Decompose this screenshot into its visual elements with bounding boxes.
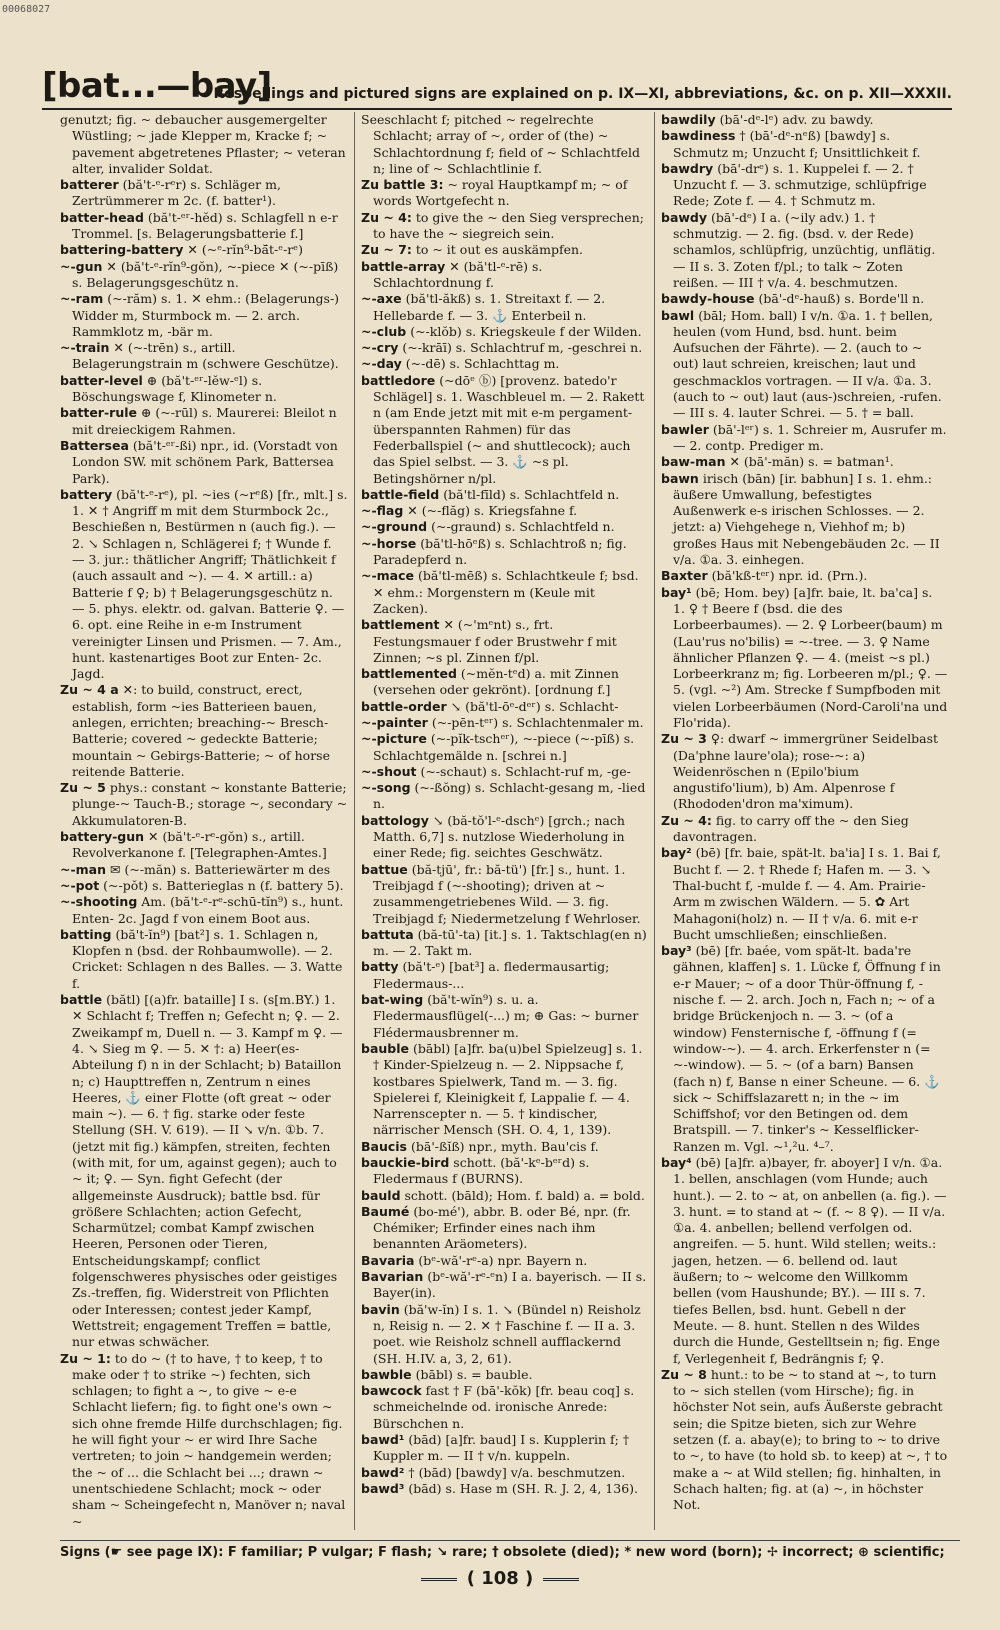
dictionary-entry (60, 878, 348, 894)
column-right (654, 112, 954, 1530)
entry-definition: † (bād) [bawdy] v/a. beschmutzen. (408, 1464, 626, 1480)
entry-definition: ↘ (bă-tŏ'l-ᵉ-dschᵉ) [grch.; nach Matth. 6,7] s. nutzlose Wiederholung in einer Rede; fig. seichtes Geschwätz. (373, 812, 625, 861)
dictionary-entry (361, 324, 648, 340)
dictionary-entry (361, 813, 648, 862)
entry-headword: bawble (361, 1366, 412, 1382)
entry-definition: (bē) [fr. baée, vom spät-lt. bada're gähnen, klaffen] s. 1. Lücke f, Öffnung f in e-r Mauer; ~ of a door Thür-öffnung f, -nische f. — 2. arch. Joch n, Fach n; ~ of a bridge Brückenjoch n. — 3. ~ (of a window) Fensternische f, -öffnung f (= window-~). — 4. arch. Erkerfenster n (= ~-window). — 5. ~ (of a barn) Bansen (fach n) f, Banse n einer Scheune. — 6. ⚓ sick ~ Schiffslazarett n; in the ~ im Schiffshof; vor den Betingen od. dem Bratspill. — 7. tinker's ~ Kesselflicker-Ranzen m. Vgl. ~¹,²u. ⁴–⁷. (673, 943, 941, 1154)
dictionary-entry (361, 1302, 648, 1367)
entry-headword: batter-head (60, 209, 144, 225)
entry-headword: Battersea (60, 437, 129, 453)
dictionary-entry (361, 1432, 648, 1465)
dictionary-entry (661, 308, 948, 422)
dictionary-entry (361, 715, 648, 731)
entry-headword: ~-picture (361, 731, 427, 747)
entry-headword: Zu ~ 1: (60, 1350, 111, 1366)
entry-definition: (bā'-ßĭß) npr., myth. Bau'cis f. (410, 1138, 599, 1154)
dictionary-entry (60, 177, 348, 210)
entry-headword: Zu ~ 4: (361, 209, 412, 225)
dictionary-entry (361, 1139, 648, 1155)
entry-definition: (~-ßŏng) s. Schlacht-gesang m, -lied n. (373, 780, 646, 812)
entry-headword: battle-order (361, 698, 447, 714)
dictionary-entry (361, 356, 648, 372)
dictionary-entry (60, 682, 348, 780)
entry-headword: bawd¹ (361, 1432, 405, 1448)
entry-headword: Zu ~ 4: (661, 812, 712, 828)
entry-headword: bauckie-bird (361, 1155, 450, 1170)
dictionary-entry (361, 519, 648, 535)
entry-definition: ✕ (~'mᵉnt) s., frt. Festungsmauer f oder Brustwehr f mit Zinnen; ~s pl. Zinnen f/pl. (373, 617, 617, 665)
entry-headword: ~-shout (361, 763, 417, 779)
entry-definition: ✕ (~ᵉ-rĭn⁹-bă̄t-ᵉ-rᵉ) (187, 242, 303, 258)
dictionary-entry (361, 1383, 648, 1432)
entry-definition: ✕ (~-flăg) s. Kriegsfahne f. (407, 503, 578, 519)
entry-headword: bawl (661, 307, 695, 323)
dictionary-entry (361, 959, 648, 992)
entry-headword: ~-gun (60, 258, 103, 274)
entry-headword: battuta (361, 926, 414, 942)
dictionary-entry (361, 992, 648, 1041)
dictionary-entry (60, 992, 348, 1351)
column-middle (354, 112, 654, 1530)
entry-definition: (bā'-dᵉ) I a. (~ily adv.) 1. † schmutzig. — 2. fig. (bsd. v. der Rede) schamlos, schlüpfrig, unzüchtig, unflätig. — II s. 3. Zoten f/pl.; to talk ~ Zoten reißen. — III † v/a. 4. beschmutzen. (673, 209, 936, 290)
entry-headword: ~-ram (60, 291, 104, 307)
entry-definition: (~-krāī) s. Schlachtruf m, -geschrei n. (402, 340, 643, 356)
entry-definition: (bă't-ᵉ-rᵉ), pl. ~ies (~rᵉß) [fr., mlt.] s. 1. ✕ † Angriff m mit dem Sturmbock 2c., Beschießen n, Bestürmen n (auch fig.). — 2. ↘ Schlagen n, Schlägerei f; † Wunde f. — 3. jur.: thätlicher Angriff; Thätlichkeit f (auch assault and ~). — 4. ✕ artill.: a) Batterie f ♀; b) † Belagerungsgeschütz n. — 5. phys. elektr. od. galvan. Batterie ♀. — 6. opt. eine Reihe in e-m Instrument vereinigter Linsen und Prismen. — 7. Am., hunt. kastenartiges Boot zur Enten- 2c. Jagd. (72, 486, 348, 682)
entry-definition: ~ royal Hauptkampf m; ~ of words Wortgefecht n. (373, 177, 628, 209)
dictionary-entry (60, 210, 348, 243)
dictionary-entry (661, 568, 948, 584)
entry-definition: (~-pĭk-tschᵉʳ), ~-piece (~-pīß) s. Schlachtgemälde n. [schrei n.] (373, 731, 635, 763)
page-header (42, 60, 952, 110)
entry-headword: batty (361, 959, 399, 975)
entry-definition: (bă't-wĭn⁹) s. u. a. Fledermausflügel(-...) m; ⊕ Gas: ~ burner Flédermausbrenner m. (373, 992, 639, 1040)
entry-headword: bay² (661, 845, 692, 861)
entry-definition: ✕ (bā'-măn) s. = batman¹. (729, 454, 894, 470)
entry-headword: bat-wing (361, 992, 424, 1008)
entry-definition: Seeschlacht f; pitched ~ regelrechte Schlacht; array of ~, order of (the) ~ Schlachtordnung f; field of ~ Schlachtfeld n; line of ~ Schlachtlinie f. (361, 112, 641, 176)
dictionary-entry (60, 927, 348, 992)
entry-definition: † (bā'-dᵉ-nᵉß) [bawdy] s. Schmutz m; Unzucht f; Unsittlichkeit f. (673, 128, 921, 160)
entry-definition: ✉ (~-măn) s. Batteriewärter m des (110, 861, 331, 877)
entry-headword: battlemented (361, 666, 457, 682)
dictionary-entry (661, 161, 948, 210)
dictionary-entry (60, 862, 348, 878)
entry-headword: ~-song (361, 780, 411, 796)
entry-definition: to ~ it out es auskämpfen. (415, 242, 583, 258)
entry-definition: (bă'kß-tᵉʳ) npr. id. (Prn.). (711, 568, 868, 584)
dictionary-entry (361, 1481, 648, 1497)
entry-definition: (bă't-ᵉʳ-ßi) npr., id. (Vorstadt von London SW. mit schönem Park, Battersea Park). (72, 437, 338, 486)
entry-headword: bawn (661, 470, 699, 486)
dictionary-entry (60, 780, 348, 829)
entry-headword: ~-club (361, 323, 407, 339)
entry-headword: ~-day (361, 356, 402, 372)
entry-definition: (bă'w-ĭn) I s. 1. ↘ (Bündel n) Reisholz n, Reisig n. — 2. ✕ † Faschine f. — II a. 3. poet. wie Reisholz schnell aufflackernd (SH. H.IV. a, 3, 2, 61). (373, 1301, 641, 1366)
entry-definition: schott. (bāld); Hom. f. bald) a. = bold. (404, 1187, 645, 1203)
dictionary-entry (361, 536, 648, 569)
entry-definition: (bā'-drᵉ) s. 1. Kuppelei f. — 2. † Unzucht f. — 3. schmutzige, schlüpfrige Rede; Zote f. — 4. † Schmutz m. (673, 160, 927, 209)
entry-headword: batter-level (60, 372, 143, 388)
entry-headword: Zu ~ 4 a (60, 682, 119, 698)
dictionary-entry (361, 1188, 648, 1204)
entry-definition: ♀: dwarf ~ immergrüner Seidelbast (Da'phne laure'ola); rose-~: a) Weidenröschen n (Epilo'bium angustifo'lium), b) Am. Alpenrose f (Rhododen'dron ma'ximum). (673, 731, 939, 812)
entry-definition: (~-klŏb) s. Kriegskeule f der Wilden. (410, 323, 642, 339)
dictionary-entry (60, 373, 348, 406)
dictionary-entry (661, 845, 948, 943)
entry-headword: ~-man (60, 861, 107, 877)
dictionary-entry (361, 1253, 648, 1269)
entry-definition: (bē; Hom. bey) [a]fr. baie, lt. ba'ca] s. 1. ♀ † Beere f (bsd. die des Lorbeerbaumes). — 2. ♀ Lorbeer(baum) m (Lau'rus no'bilis) = ~-tree. — 3. ♀ Name ähnlicher Pflanzen ♀. — 4. (meist ~s pl.) Lorbeerkranz m; fig. Lorbeeren m/pl.; ♀. — 5. (vgl. ~²) Am. Strecke f Sumpfboden mit vielen Lorbeerbäumen (Nord-Caroli'na und Flo'rida). (673, 584, 948, 730)
entry-definition: irisch (bān) [ir. babhun] I s. 1. ehm.: äußere Umwallung, befestigtes Außenwerk e-s irischen Schlosses. — 2. jetzt: a) Viehgehege n, Viehhof m; b) großes Haus mit Nebengebäuden 2c. — II v/a. ①a. 3. einhegen. (673, 470, 940, 568)
dictionary-entry (60, 1351, 348, 1530)
entry-definition: (bătl) [(a)fr. bataille] I s. (s[m.BY.) 1. ✕ Schlacht f; Treffen n; Gefecht n; ♀. — 2. Zweikampf m, Duell n. — 3. Kampf m ♀. — 4. ↘ Sieg m ♀. — 5. ✕ †: a) Heer(es-Abteilung f) n in der Schlacht; b) Bataillon n; c) Haupttreffen n, Zentrum n eines Heeres, ⚓ einer Flotte (oft great ~ oder main ~). — 6. † fig. starke oder feste Stellung (SH. V. 619). — II ↘ v/n. ①b. 7. (jetzt mit fig.) kämpfen, streiten, fechten (with mit, for um, against gegen); auch to ~ it; ♀. — Syn. fight Gefecht (der allgemeinste Ausdruck); battle bsd. für größere Schlachten; action Gefecht, Scharmützel; combat Kampf zwischen Heeren, Personen oder Tieren, Entscheidungskampf; conflict folgenschweres physisches oder geistiges Zs.-treffen, fig. Widerstreit von Pflichten oder Interessen; contest jeder Kampf, Wettstreit; engagement Treffen = battle, nur etwas schwächer. (72, 992, 343, 1350)
entry-headword: battology (361, 812, 429, 828)
entry-headword: battlement (361, 617, 440, 633)
entry-definition: (bă'tl-ăkß) s. 1. Streitaxt f. — 2. Hellebarde f. — 3. ⚓ Enterbeil n. (373, 291, 606, 323)
entry-definition: (bābl) s. = bauble. (415, 1366, 533, 1382)
entry-headword: bawler (661, 421, 709, 437)
dictionary-entry (60, 438, 348, 487)
entry-definition: (~-schaut) s. Schlacht-ruf m, -ge- (420, 763, 631, 779)
entry-definition: (bᵉ-wă'-rᵉ-a) npr. Bayern n. (418, 1252, 588, 1268)
dictionary-entry (361, 210, 648, 243)
entry-definition: ✕ (bă't-ᵉ-rĭn⁹-gŏn), ~-piece ✕ (~-pīß) s. Belagerungsgeschütz n. (72, 258, 339, 290)
entry-definition: ✕: to build, construct, erect, establish, form ~ies Batterieen bauen, anlegen, errichten; breaching-~ Bresch-Batterie; covered ~ gedeckte Batterie; mountain ~ Gebirgs-Batterie; ~ of horse reitende Batterie. (72, 682, 330, 779)
entry-headword: batter-rule (60, 405, 137, 421)
entry-definition: (~-pŏt) s. Batterieglas n (f. battery 5). (103, 877, 344, 893)
dictionary-entry (60, 829, 348, 862)
entry-headword: bay¹ (661, 584, 692, 600)
entry-headword: battle (60, 992, 103, 1008)
running-head-note: Respellings and pictured signs are explained on p. IX—XI, abbreviations, &c. on p. XII—XXXII. (213, 86, 952, 102)
entry-headword: bawd² (361, 1464, 405, 1480)
dictionary-entry (361, 291, 648, 324)
entry-headword: bay³ (661, 943, 692, 959)
entry-headword: battue (361, 861, 408, 877)
entry-definition: (bă't-ᵉ) [bat³] a. fledermausartig; Fledermaus-... (373, 959, 610, 991)
entry-headword: battledore (361, 372, 436, 388)
dictionary-entry (661, 128, 948, 161)
dictionary-entry (361, 487, 648, 503)
entry-headword: ~-pot (60, 877, 100, 893)
entry-definition: (bă'tl-fīld) s. Schlachtfeld n. (443, 486, 620, 502)
entry-definition: (bāl; Hom. ball) I v/n. ①a. 1. † bellen, heulen (vom Hund, bsd. hunt. beim Aufsuchen der Fährte). — 2. (auch to ~ out) laut schreien, kreischen; laut und geschmacklos vortragen. — II v/a. ①a. 3. (auch to ~ out) laut (aus-)schreien, -rufen. — III s. 4. lauter Schrei. — 5. † = ball. (673, 307, 942, 421)
dictionary-entry (361, 666, 648, 699)
entry-definition: ✕ (~-trēn) s., artill. Belagerungstrain m (schwere Geschütze). (72, 340, 339, 372)
entry-headword: ~-flag (361, 503, 404, 519)
entry-headword: ~-train (60, 340, 110, 356)
dictionary-entry (361, 617, 648, 666)
entry-headword: Baumé (361, 1203, 410, 1219)
entry-headword: bawdy (661, 209, 708, 225)
dictionary-entry (60, 112, 348, 177)
entry-headword: bawdy-house (661, 291, 755, 307)
entry-headword: Zu ~ 3 (661, 731, 707, 747)
entry-headword: ~-ground (361, 519, 428, 535)
dictionary-entry (60, 340, 348, 373)
dictionary-entry (361, 259, 648, 292)
entry-definition: (bābl) [a]fr. ba(u)bel Spielzeug] s. 1. † Kinder-Spielzeug n. — 2. Nippsache f, kostbares Spielwerk, Tand m. — 3. fig. Spielerei f, Kleinigkeit f, Lappalie f. — 4. Narrenscepter n. — 5. † kindischer, närrischer Mensch (SH. O. 4, 1, 139). (373, 1040, 643, 1138)
running-head-range: [bat...—bay] (42, 66, 272, 106)
dictionary-entry (361, 373, 648, 487)
dictionary-entry (661, 422, 948, 455)
entry-headword: Bavaria (361, 1252, 415, 1268)
entry-headword: Baucis (361, 1138, 407, 1154)
entry-definition: (bē) [a]fr. a)bayer, fr. aboyer] I v/n. ①a. 1. bellen, anschlagen (vom Hunde; auch hunt.). — 2. to ~ at, on anbellen (a. fig.). — 3. hunt. = to stand at ~ (f. ~ 8 ♀). — II v/a. ①a. 4. anbellen; bellend verfolgen od. angreifen. — 5. hunt. Wild stellen; weits.: jagen, hetzen. — 6. bellend od. laut äußern; to ~ welcome den Willkomm bellen (vom Haushunde; BY.). — III s. 7. tiefes Bellen, bsd. hunt. Gebell n der Meute. — 8. hunt. Stellen n des Wildes durch die Hunde, Gestelltsein n; fig. Enge f, Verlegenheit f, Bedrängnis f; ♀. (673, 1155, 947, 1366)
entry-headword: bavin (361, 1301, 400, 1317)
dictionary-entry (661, 291, 948, 307)
dictionary-entry (661, 731, 948, 812)
dictionary-entry (361, 780, 648, 813)
entry-headword: bawdry (661, 160, 714, 176)
entry-definition: (~-dē) s. Schlachttag m. (405, 356, 560, 372)
entry-definition: ⊕ (bă't-ᵉʳ-lĕw-ᵉl) s. Böschungswage f, Klinometer n. (72, 372, 277, 405)
dictionary-entry (60, 405, 348, 438)
entry-headword: battle-array (361, 258, 446, 274)
entry-definition: to do ~ († to have, † to keep, † to make oder † to strike ~) fechten, sich schlagen; to fight a ~, to give ~ e-e Schlacht liefern; fig. to fight one's own ~ sich ohne fremde Hilfe durchschlagen; fig. he will fight your ~ er wird Ihre Sache vertreten; to join ~ handgemein werden; the ~ of ... die Schlacht bei ...; drawn ~ unentschiedene Schlacht; mock ~ oder sham ~ Scheingefecht n, Manöver n; naval ~ (72, 1350, 346, 1529)
dictionary-entry (361, 862, 648, 927)
entry-headword: bawdily (661, 112, 716, 127)
entry-definition: Am. (bă't-ᵉ-rᵉ-schū-tĭn⁹) s., hunt. Enten- 2c. Jagd f von einem Boot aus. (72, 894, 344, 926)
page-number-block (0, 1568, 1000, 1589)
dictionary-entry (60, 487, 348, 683)
entry-headword: battery (60, 486, 113, 502)
entry-definition: (bā'-dᵉ-lᵉ) adv. zu bawdy. (719, 112, 874, 127)
dictionary-entry (361, 242, 648, 258)
scan-id: 00068027 (2, 4, 51, 15)
dictionary-entry (361, 764, 648, 780)
entry-definition: (~-pēn-tᵉʳ) s. Schlachtenmaler m. (431, 714, 644, 730)
entry-definition: (bād) s. Hase m (SH. R. J. 2, 4, 136). (408, 1480, 638, 1496)
dictionary-entry (361, 177, 648, 210)
dictionary-entry (361, 1204, 648, 1253)
entry-headword: Zu battle 3: (361, 177, 444, 193)
entry-headword: ~-shooting (60, 894, 138, 910)
entry-headword: bauble (361, 1040, 409, 1056)
entry-headword: battery-gun (60, 829, 145, 845)
dictionary-entry (60, 259, 348, 292)
dictionary-entry (661, 210, 948, 291)
page-number-rule-left (421, 1578, 457, 1581)
dictionary-entry (361, 927, 648, 960)
entry-definition: (bă-tū'-ta) [it.] s. 1. Taktschlag(en n) m. — 2. Takt m. (373, 926, 647, 959)
dictionary-entry (60, 291, 348, 340)
entry-headword: batting (60, 926, 112, 942)
entry-headword: Zu ~ 7: (361, 242, 412, 258)
entry-definition: (bă't-ĭn⁹) [bat²] s. 1. Schlagen n, Klopfen n (bsd. der Rohbaumwolle). — 2. Cricket: Schlagen n des Balles. — 3. Watte f. (72, 926, 343, 991)
entry-definition: genutzt; fig. ~ debaucher ausgemergelter Wüstling; ~ jade Klepper m, Kracke f; ~ pavement abgetretenes Pflaster; ~ veteran alter, invalider Soldat. (60, 112, 346, 176)
entry-definition: to give the ~ den Sieg versprechen; to have the ~ siegreich sein. (373, 209, 644, 242)
entry-headword: bauld (361, 1187, 401, 1203)
entry-definition: ⊕ (~-rūl) s. Maurerei: Bleilot n mit dreieckigem Rahmen. (72, 405, 337, 437)
entry-headword: ~-cry (361, 340, 399, 356)
dictionary-entry (361, 503, 648, 519)
entry-definition: fig. to carry off the ~ den Sieg davontragen. (673, 812, 909, 845)
dictionary-entry (661, 585, 948, 732)
entry-headword: bawd³ (361, 1480, 405, 1496)
entry-definition: hunt.: to be ~ to stand at ~, to turn to ~ sich stellen (vom Hirsche); fig. in höchster Not sein, aufs Äußerste gebracht sein; die Spitze bieten, sich zur Wehre setzen (f. a. abay(e); to bring to ~ to drive to ~, to have (to hold sb. to keep) at ~, † to make a ~ at Wild stellen; fig. hinhalten, in Schach halten; fig. at (a) ~, in höchster Not. (673, 1366, 948, 1513)
entry-definition: (~dōᵉ ⓑ) [provenz. batedo'r Schlägel] s. 1. Waschbleuel m. — 2. Rakett n (am Ende jetzt mit mit e-m pergament-überspannten Rahmen) für das Federballspiel (~ and shuttlecock); auch das Spiel selbst. — 3. ⚓ ~s pl. Betingshörner n/pl. (373, 372, 645, 486)
entry-definition: ↘ (bă'tl-ōᵉ-dᵉʳ) s. Schlacht- (450, 698, 619, 714)
entry-headword: Zu ~ 5 (60, 780, 106, 796)
entry-headword: Zu ~ 8 (661, 1366, 707, 1382)
entry-definition: (~-răm) s. 1. ✕ ehm.: (Belagerungs-) Widder m, Sturmbock m. — 2. arch. Rammklotz m, -bär m. (72, 291, 340, 339)
entry-headword: bawcock (361, 1383, 422, 1399)
dictionary-entry (661, 454, 948, 470)
entry-definition: (bā'-lᵉʳ) s. 1. Schreier m, Ausrufer m. — 2. contp. Prediger m. (673, 421, 947, 453)
entry-headword: bay⁴ (661, 1155, 692, 1170)
entry-headword: batterer (60, 177, 119, 193)
entry-definition: (bā'-dᵉ-hauß) s. Borde'll n. (758, 291, 925, 307)
entry-headword: ~-horse (361, 535, 417, 551)
entry-definition: ✕ (bă't-ᵉ-rᵉ-gŏn) s., artill. Revolverkanone f. [Telegraphen-Amtes.] (72, 829, 327, 861)
dictionary-entry (661, 943, 948, 1155)
dictionary-entry (661, 112, 948, 128)
entry-definition: (bē) [fr. baie, spät-lt. ba'ia] I s. 1. Bai f, Bucht f. — 2. † Rhede f; Hafen m. — 3. ↘ Thal-bucht f, -mulde f. — 4. Am. Prairie-Arm m zwischen Wäldern. — 5. ✿ Art Mahagoni(holz) n. — II † v/a. 6. mit e-r Bucht umschließen; einschließen. (673, 845, 941, 942)
entry-headword: bawdiness (661, 128, 736, 144)
entry-headword: Bavarian (361, 1269, 424, 1285)
entry-headword: battering-battery (60, 242, 184, 258)
entry-headword: ~-mace (361, 568, 415, 584)
signs-legend: Signs (☛ see page IX): F familiar; P vulgar; F flash; ↘ rare; † obsolete (died); * new word (born); ✢ incorrect; ⊕ scientific; (60, 1540, 960, 1560)
dictionary-entry (60, 242, 348, 258)
dictionary-entry (661, 1155, 948, 1367)
page-number-rule-right (543, 1578, 579, 1581)
entry-headword: battle-field (361, 486, 440, 502)
entry-definition: fast † F (bā'-kŏk) [fr. beau coq] s. schmeichelnde od. ironische Anrede: Bürschchen n. (373, 1383, 635, 1431)
entry-definition: (bād) [a]fr. baud] I s. Kupplerin f; † Kuppler m. — II † v/n. kuppeln. (373, 1432, 630, 1464)
dictionary-entry (361, 731, 648, 764)
entry-definition: (bo-mé'), abbr. B. oder Bé, npr. (fr. Chémiker; Erfinder eines nach ihm benannten Aräometers). (373, 1203, 631, 1252)
entry-definition: (bă'tl-hōᵉß) s. Schlachtroß n; fig. Paradepferd n. (373, 535, 627, 568)
dictionary-entry (661, 471, 948, 569)
entry-headword: ~-axe (361, 291, 402, 307)
entry-definition: schott. (bă'-kᵉ-bᵉʳd) s. Fledermaus f (BURNS). (373, 1155, 590, 1187)
dictionary-entry (361, 568, 648, 617)
entry-definition: (~-graund) s. Schlachtfeld n. (431, 519, 615, 535)
entry-definition: ✕ (bă'tl-ᵉ-rē) s. Schlachtordnung f. (373, 258, 543, 290)
entry-headword: baw-man (661, 454, 726, 470)
dictionary-entry (661, 1367, 948, 1514)
dictionary-entry (361, 1367, 648, 1383)
dictionary-entry (361, 1465, 648, 1481)
entry-definition: (bă-tjū', fr.: bă-tü') [fr.] s., hunt. 1. Treibjagd f (~-shooting); driven at ~ zusammengetriebenes Wild. — 3. fig. Treibjagd f; Niedermetzelung f Wehrloser. (373, 861, 641, 926)
entry-definition: (bă'tl-mēß) s. Schlachtkeule f; bsd. ✕ ehm.: Morgenstern m (Keule mit Zacken). (373, 568, 639, 616)
dictionary-entry (361, 1269, 648, 1302)
dictionary-entry (60, 894, 348, 927)
dictionary-entry (361, 1041, 648, 1139)
entry-headword: ~-painter (361, 714, 428, 730)
dictionary-columns (54, 112, 956, 1530)
entry-definition: phys.: constant ~ konstante Batterie; plunge-~ Tauch-B.; storage ~, secondary ~ Akkumulatoren-B. (72, 780, 348, 828)
entry-definition: (bă't-ᵉ-rᵉr) s. Schläger m, Zertrümmerer m 2c. (f. batter¹). (72, 177, 281, 209)
dictionary-entry (661, 813, 948, 846)
dictionary-entry (361, 1155, 648, 1188)
entry-definition: (bᵉ-wă'-rᵉ-ᵉn) I a. bayerisch. — II s. Bayer(in). (373, 1269, 647, 1301)
entry-definition: (~mĕn-tᵉd) a. mit Zinnen (versehen oder gekrönt). [ordnung f.] (373, 666, 619, 698)
page-number: ( 108 ) (466, 1568, 534, 1589)
entry-definition: (bă't-ᵉʳ-hĕd) s. Schlagfell n e-r Trommel. [s. Belagerungsbatterie f.] (72, 209, 338, 242)
dictionary-entry (361, 699, 648, 715)
entry-headword: Baxter (661, 568, 708, 584)
dictionary-entry (361, 340, 648, 356)
dictionary-entry (361, 112, 648, 177)
column-left (54, 112, 354, 1530)
